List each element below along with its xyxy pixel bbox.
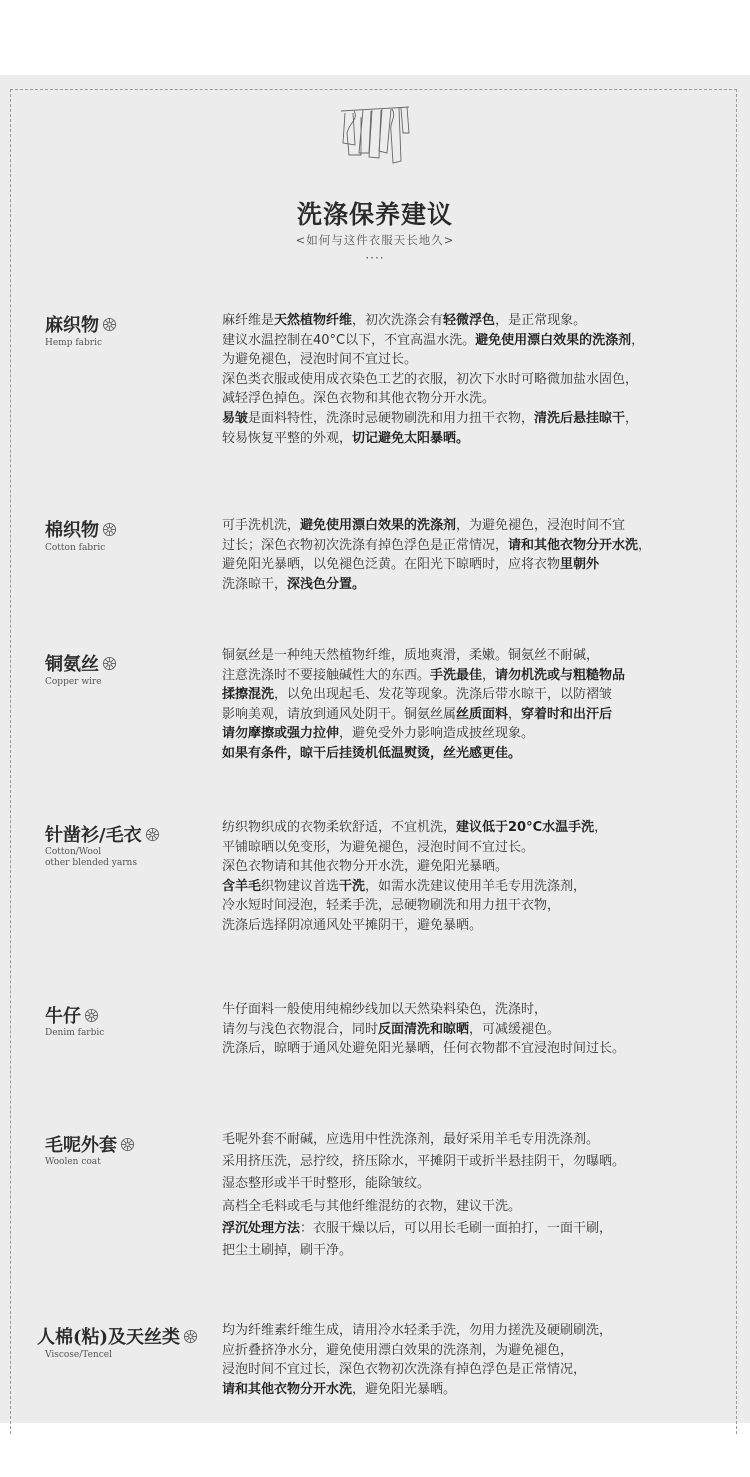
plain-text: 可手洗机洗， <box>222 518 301 533</box>
plain-text: 建议水温控制在40°C以下，不宜高温水洗。 <box>222 332 476 348</box>
description-line <box>222 575 651 595</box>
fabric-name-text: 麻织物 <box>45 315 99 336</box>
plain-text: 请勿与浅色衣物混合，同时 <box>222 1021 379 1037</box>
plain-text: 纺织物织成的衣物柔软舒适，不宜机洗， <box>222 820 457 835</box>
flower-icon <box>120 1136 135 1151</box>
fabric-name <box>45 516 117 542</box>
plain-text: 过长；深色衣物初次洗涤有掉色浮色是正常情况， <box>222 537 509 553</box>
plain-text: ，如需水洗建议使用羊毛专用洗涤剂， <box>365 878 587 894</box>
description-line <box>222 838 607 858</box>
flower-icon <box>102 655 117 670</box>
highlight-text: 浮沉处理方法 <box>222 1220 301 1236</box>
fabric-name-text: 铜氨丝 <box>45 654 99 675</box>
highlight-text: 干洗 <box>339 878 366 894</box>
fabric-english-line: Woolen coat <box>45 1157 101 1167</box>
flower-icon <box>102 316 117 331</box>
fabric-english-name <box>45 1157 101 1168</box>
flower-icon <box>84 1007 99 1022</box>
care-description <box>222 818 607 936</box>
description-line <box>222 1173 625 1195</box>
description-line <box>222 646 625 666</box>
plain-text: 较易恢复平整的外观， <box>222 430 353 446</box>
plain-text: 毛呢外套不耐碱，应选用中性洗涤剂，最好采用羊毛专用洗涤剂。 <box>222 1132 600 1147</box>
plain-text: 把尘土刷掉，刷干净。 <box>222 1243 353 1259</box>
highlight-text: 深浅色分置。 <box>287 576 366 592</box>
description-line <box>222 1321 612 1341</box>
highlight-text: 丝质面料 <box>456 706 509 722</box>
highlight-text: 请和其他衣物分开水洗 <box>508 537 639 553</box>
flower-icon <box>183 1328 198 1343</box>
highlight-text: 含羊毛 <box>222 878 262 894</box>
fabric-english-line: Denim farbic <box>45 1028 105 1038</box>
plain-text: ，可减缓褪色。 <box>469 1021 561 1037</box>
plain-text: ：衣服干燥以后，可以用长毛刷一面拍打，一面干刷， <box>300 1220 613 1236</box>
page-subtitle: <如何与这件衣服天长地久> <box>295 233 455 247</box>
description-line <box>222 705 625 725</box>
fabric-english-line: other blended yarns <box>45 858 137 868</box>
flower-icon <box>145 826 160 841</box>
plain-text: 影响美观，请放到通风处阴干。铜氨丝属 <box>222 706 457 722</box>
fabric-name <box>45 650 117 676</box>
care-description <box>222 646 625 764</box>
plain-text: ，为避免褪色，浸泡时间不宜 <box>456 518 626 533</box>
description-line <box>222 331 644 351</box>
plain-text: 洗涤晾干， <box>222 576 288 592</box>
plain-text: ，避免阳光暴晒。 <box>352 1381 457 1397</box>
description-line <box>222 1360 612 1380</box>
care-description <box>222 1000 625 1059</box>
description-line <box>222 1218 625 1240</box>
highlight-text: 清洗后悬挂晾干 <box>534 410 626 426</box>
fabric-name-text: 毛呢外套 <box>45 1135 117 1156</box>
fabric-name-text: 人棉(粘)及天丝类 <box>37 1327 181 1348</box>
description-line <box>222 896 607 916</box>
plain-text: 铜氨丝是一种纯天然植物纤维，质地爽滑，柔嫩。铜氨丝不耐碱， <box>222 648 600 663</box>
fabric-name <box>45 821 160 847</box>
description-line <box>222 389 644 409</box>
fabric-name <box>45 1002 99 1028</box>
divider-dots: ···· <box>365 251 385 265</box>
plain-text: ， <box>594 820 608 835</box>
description-line <box>222 744 625 764</box>
description-line <box>222 916 607 936</box>
fabric-name <box>37 1323 198 1349</box>
fabric-english-name <box>45 1350 112 1361</box>
page-title: 洗涤保养建议 <box>296 200 453 229</box>
plain-text: ，初次洗涤会有 <box>352 313 444 328</box>
plain-text: 牛仔面料一般使用纯棉纱线加以天然染料染色，洗涤时， <box>222 1002 548 1017</box>
fabric-name-text: 棉织物 <box>45 520 99 541</box>
plain-text: ，以免出现起毛、发花等现象。洗涤后带水晾干，以防褶皱 <box>274 687 613 703</box>
description-line <box>222 666 625 686</box>
plain-text: 麻纤维是 <box>222 313 275 328</box>
plain-text: ， <box>631 332 645 348</box>
fabric-english-name <box>45 1028 104 1039</box>
fabric-english-name <box>45 677 102 688</box>
description-line <box>222 1000 625 1020</box>
fabric-english-line: Cotton/Wool <box>45 847 102 857</box>
description-line <box>222 555 651 575</box>
highlight-text: 揉擦混洗 <box>222 687 275 703</box>
description-line <box>222 1039 625 1059</box>
description-line <box>222 409 644 429</box>
plain-text: 均为纤维素纤维生成，请用冷水轻柔手洗，勿用力搓洗及硬刷刷洗， <box>222 1323 613 1338</box>
plain-text: 避免阳光暴晒，以免褪色泛黄。在阳光下晾晒时，应将衣物 <box>222 557 561 573</box>
plain-text: 减轻浮色掉色。深色衣物和其他衣物分开水洗。 <box>222 391 496 407</box>
highlight-text: 易皱 <box>222 410 249 426</box>
highlight-text: 反面清洗和晾晒 <box>378 1021 470 1037</box>
fabric-name-text: 针凿衫/毛衣 <box>45 825 142 846</box>
highlight-text: 请勿机洗或与粗糙物品 <box>495 667 626 683</box>
description-line <box>222 1240 625 1262</box>
description-line <box>222 536 651 556</box>
description-line <box>222 857 607 877</box>
description-line <box>222 1196 625 1218</box>
plain-text: ，避免受外力影响造成披丝现象。 <box>339 726 535 742</box>
fabric-name <box>45 311 117 337</box>
description-line <box>222 311 644 331</box>
highlight-text: 请勿摩擦或强力拉伸 <box>222 726 340 742</box>
plain-text: 深色衣物请和其他衣物分开水洗，避免阳光暴晒。 <box>222 859 509 875</box>
fabric-english-line: Copper wire <box>45 677 102 687</box>
highlight-text: 天然植物纤维 <box>274 313 353 328</box>
plain-text: 采用挤压洗，忌拧绞，挤压除水，平摊阴干或折半悬挂阴干，勿曝晒。 <box>222 1154 626 1170</box>
plain-text: ， <box>482 667 496 683</box>
fabric-english-line: Viscose/Tencel <box>45 1350 112 1360</box>
plain-text: 洗涤后选择阴凉通风处平摊阴干，避免暴晒。 <box>222 917 483 933</box>
description-line <box>222 350 644 370</box>
fabric-english-line: Cotton fabric <box>45 543 106 553</box>
care-description <box>222 1321 612 1399</box>
description-line <box>222 818 607 838</box>
description-line <box>222 370 644 390</box>
plain-text: 是面料特性，洗涤时忌硬物刷洗和用力扭干衣物， <box>248 410 535 426</box>
care-description <box>222 1129 625 1262</box>
highlight-text: 穿着时和出汗后 <box>521 706 613 722</box>
fabric-english-name <box>45 847 137 869</box>
flower-icon <box>102 521 117 536</box>
description-line <box>222 685 625 705</box>
plain-text: 冷水短时间浸泡，轻柔手洗，忌硬物刷洗和用力扭干衣物， <box>222 898 561 914</box>
plain-text: ， <box>625 410 639 426</box>
plain-text: 应折叠挤净水分，避免使用漂白效果的洗涤剂，为避免褪色， <box>222 1342 574 1358</box>
highlight-text: 避免使用漂白效果的洗涤剂 <box>475 332 632 348</box>
highlight-text: 里朝外 <box>560 557 600 573</box>
fabric-english-name <box>45 543 105 554</box>
highlight-text: 如果有条件，晾干后挂烫机低温熨烫，丝光感更佳。 <box>222 745 522 761</box>
plain-text: 平铺晾晒以免变形，为避免褪色，浸泡时间不宜过长。 <box>222 839 535 855</box>
plain-text: 洗涤后，晾晒于通风处避免阳光暴晒，任何衣物都不宜浸泡时间过长。 <box>222 1041 626 1057</box>
description-line <box>222 1151 625 1173</box>
plain-text: 织物建议首选 <box>261 878 340 894</box>
care-description <box>222 311 644 448</box>
highlight-text: 手洗最佳 <box>430 667 483 683</box>
plain-text: 湿态整形或半干时整形，能除皱纹。 <box>222 1176 431 1192</box>
clothes-rack-icon <box>339 103 411 165</box>
plain-text: 为避免褪色，浸泡时间不宜过长。 <box>222 352 418 368</box>
plain-text: ， <box>508 706 522 722</box>
highlight-text: 轻微浮色 <box>443 313 496 328</box>
highlight-text: 建议低于20°C水温手洗 <box>456 820 595 835</box>
highlight-text: 请和其他衣物分开水洗 <box>222 1381 353 1397</box>
description-line <box>222 1341 612 1361</box>
plain-text: 注意洗涤时不要接触碱性大的东西。 <box>222 667 431 683</box>
plain-text: ， <box>638 537 652 553</box>
care-panel <box>0 75 750 1423</box>
description-line <box>222 516 651 536</box>
plain-text: 深色类衣服或使用成衣染色工艺的衣服，初次下水时可略微加盐水固色， <box>222 371 639 387</box>
plain-text: 浸泡时间不宜过长，深色衣物初次洗涤有掉色浮色是正常情况， <box>222 1362 587 1378</box>
highlight-text: 避免使用漂白效果的洗涤剂 <box>300 518 457 533</box>
fabric-english-line: Hemp fabric <box>45 338 103 348</box>
description-line <box>222 724 625 744</box>
description-line <box>222 877 607 897</box>
description-line <box>222 1380 612 1400</box>
plain-text: ，是正常现象。 <box>495 313 587 328</box>
fabric-english-name <box>45 338 102 349</box>
highlight-text: 切记避免太阳暴晒。 <box>352 430 470 446</box>
fabric-name-text: 牛仔 <box>45 1006 81 1027</box>
fabric-name <box>45 1131 135 1157</box>
description-line <box>222 1020 625 1040</box>
plain-text: 高档全毛料或毛与其他纤维混纺的衣物，建议干洗。 <box>222 1198 522 1214</box>
care-description <box>222 516 651 594</box>
description-line <box>222 429 644 449</box>
description-line <box>222 1129 625 1151</box>
